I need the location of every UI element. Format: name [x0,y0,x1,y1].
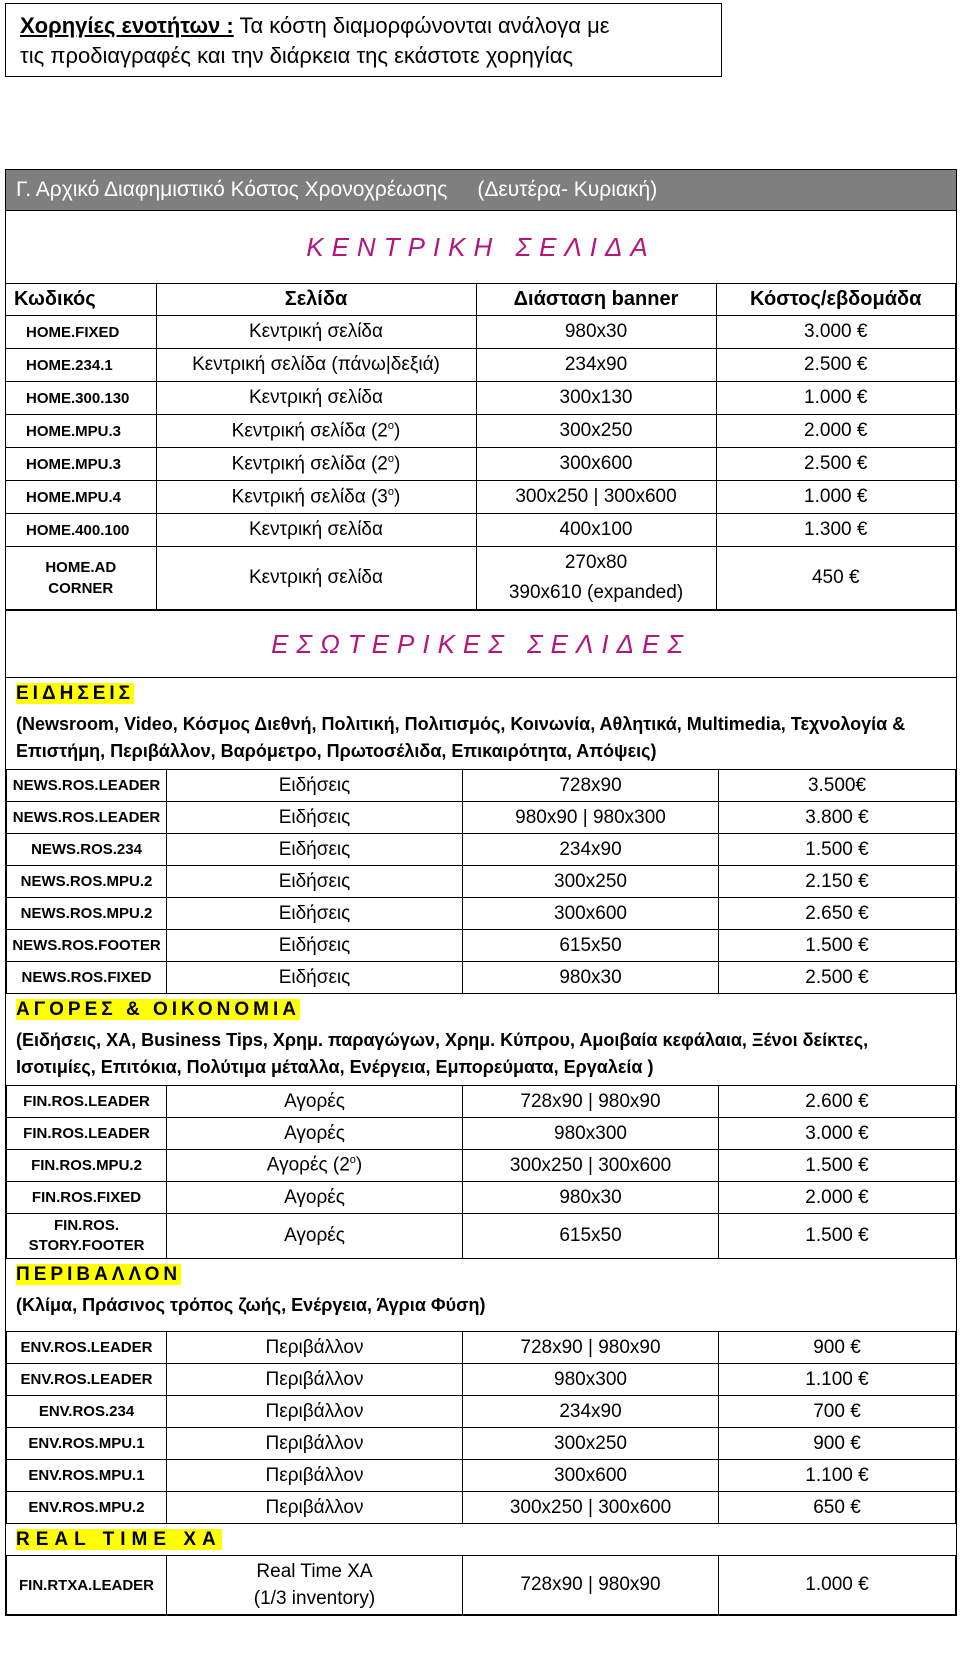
page-cell: Ειδήσεις [167,930,463,962]
code-cell: HOME.234.1 [6,349,156,382]
code-cell: NEWS.ROS.LEADER [7,802,167,834]
page-sup: ο [387,419,394,432]
environment-table [6,1331,956,1524]
size-cell: 980x30 [463,1182,719,1214]
page-cell: Αγορές [167,1086,463,1118]
realtime-table [6,1555,956,1615]
table-row [6,382,956,415]
size-cell: 300x250 [476,415,716,448]
cost-cell: 900 € [719,1428,956,1460]
size-cell: 234x90 [463,834,719,866]
page-text: Κεντρική σελίδα (3 [231,486,388,508]
home-section-title: ΚΕΝΤΡΙΚΗ ΣΕΛΙΔΑ [6,210,956,283]
code-cell: NEWS.ROS.MPU.2 [7,866,167,898]
table-row [7,962,956,994]
table-row [6,349,956,382]
code-cell: ENV.ROS.LEADER [7,1364,167,1396]
finance-description: (Ειδήσεις, ΧΑ, Business Tips, Χρημ. παραγώγων, Χρημ. Κύπρου, Αμοιβαία κεφάλαια, Ξένοι δείκτες, Ισοτιμίες, Επιτόκια, Πολύτιμα μέταλλα, Ενέργεια, Εμπορεύματα, Εργαλεία ) [16,1030,869,1077]
code-cell [6,547,156,610]
size-cell: 728x90 [463,770,719,802]
page-cell: Ειδήσεις [167,834,463,866]
table-row [6,448,956,481]
cost-cell: 900 € [719,1332,956,1364]
size-cell: 728x90 | 980x90 [463,1086,719,1118]
code-cell [7,1214,167,1259]
page-cell: Περιβάλλον [167,1332,463,1364]
code-cell: FIN.RTXA.LEADER [7,1556,167,1615]
table-row [7,866,956,898]
table-row [6,316,956,349]
cost-cell: 2.000 € [716,415,956,448]
page-cell [167,1150,463,1182]
header-bar-left: Γ. Αρχικό Διαφημιστικό Κόστος Χρονοχρέωσης [16,178,448,201]
page-cell [156,481,476,514]
page-cell: Κεντρική σελίδα (πάνω|δεξιά) [156,349,476,382]
table-row [7,802,956,834]
cost-cell: 1.500 € [719,1150,956,1182]
size-cell: 300x600 [463,898,719,930]
cost-cell: 2.650 € [719,898,956,930]
title-heading: Χορηγίες ενοτήτων : [20,13,234,38]
page-cell: Περιβάλλον [167,1396,463,1428]
header-bar-right: (Δευτέρα- Κυριακή) [477,178,658,201]
cost-cell: 3.500€ [719,770,956,802]
size-cell: 400x100 [476,514,716,547]
cost-cell: 2.500 € [716,448,956,481]
table-row [7,1460,956,1492]
page-end: ) [355,1154,363,1176]
finance-label: ΑΓΟΡΕΣ & ΟΙΚΟΝΟΜΙΑ [16,999,300,1020]
environment-label: ΠΕΡΙΒΑΛΛΟΝ [16,1264,182,1285]
code-cell: HOME.MPU.3 [6,448,156,481]
home-table [6,283,956,610]
cost-cell: 650 € [719,1492,956,1524]
cost-cell: 1.000 € [716,481,956,514]
page-cell: Ειδήσεις [167,962,463,994]
size-cell: 980x30 [463,962,719,994]
code-cell: ENV.ROS.LEADER [7,1332,167,1364]
size-cell: 615x50 [463,930,719,962]
page-cell [156,415,476,448]
title-line-1 [20,11,707,41]
table-row [7,1556,956,1615]
size-cell: 980x300 [463,1118,719,1150]
table-row [7,1118,956,1150]
table-row [7,1214,956,1259]
title-text-1: Τα κόστη διαμορφώνονται ανάλογα με [239,13,610,38]
table-row [7,930,956,962]
page-cell [156,448,476,481]
page-cell: Κεντρική σελίδα [156,514,476,547]
table-row [7,1492,956,1524]
page-cell: Αγορές [167,1182,463,1214]
table-row [6,481,956,514]
table-row [6,415,956,448]
code-line-1: HOME.AD [45,559,117,576]
column-header: Κωδικός [6,284,156,316]
size-cell: 300x250 [463,866,719,898]
code-cell: HOME.FIXED [6,316,156,349]
code-cell: HOME.400.100 [6,514,156,547]
size-cell: 980x30 [476,316,716,349]
size-line-2: 390x610 (expanded) [508,582,684,603]
code-cell: ENV.ROS.234 [7,1396,167,1428]
page-end: ) [393,453,401,475]
cost-cell: 3.800 € [719,802,956,834]
code-cell: FIN.ROS.LEADER [7,1118,167,1150]
page-text: Κεντρική σελίδα (2 [231,453,388,475]
table-row [6,547,956,610]
code-cell: HOME.MPU.4 [6,481,156,514]
cost-cell: 450 € [716,547,956,610]
cost-cell: 2.000 € [719,1182,956,1214]
cost-cell: 1.000 € [719,1556,956,1615]
cost-cell: 1.000 € [716,382,956,415]
size-cell: 300x250 | 300x600 [463,1492,719,1524]
page-cell: Ειδήσεις [167,898,463,930]
page-text: Κεντρική σελίδα (2 [231,420,388,442]
size-cell: 300x250 | 300x600 [476,481,716,514]
page-line-2: (1/3 inventory) [253,1588,376,1609]
cost-cell: 1.500 € [719,834,956,866]
code-line-2: STORY.FOOTER [28,1237,145,1254]
cost-cell: 1.500 € [719,1214,956,1259]
code-line-2: CORNER [48,580,114,597]
cost-cell: 1.100 € [719,1460,956,1492]
code-cell: NEWS.ROS.MPU.2 [7,898,167,930]
table-row [7,1396,956,1428]
page-line-1: Real Time XA [256,1561,373,1582]
column-header: Σελίδα [156,284,476,316]
code-cell: ENV.ROS.MPU.2 [7,1492,167,1524]
cost-cell: 1.500 € [719,930,956,962]
page-cell: Περιβάλλον [167,1492,463,1524]
column-header: Κόστος/εβδομάδα [716,284,956,316]
environment-description: (Κλίμα, Πράσινος τρόπος ζωής, Ενέργεια, Άγρια Φύση) [16,1295,486,1315]
realtime-category [6,1524,956,1555]
size-cell: 300x600 [476,448,716,481]
news-label: ΕΙΔΗΣΕΙΣ [16,683,135,704]
title-box [5,3,722,77]
code-cell: FIN.ROS.MPU.2 [7,1150,167,1182]
page-sup: ο [387,485,394,498]
table-row [7,1182,956,1214]
page-cell: Αγορές [167,1118,463,1150]
title-text-2: τις προδιαγραφές και την διάρκεια της εκάστοτε χορηγίας [20,43,574,68]
code-cell: ENV.ROS.MPU.1 [7,1428,167,1460]
code-cell: NEWS.ROS.FOOTER [7,930,167,962]
realtime-label: REAL TIME XA [16,1529,222,1550]
cost-cell: 2.600 € [719,1086,956,1118]
page-cell: Αγορές [167,1214,463,1259]
page-cell: Ειδήσεις [167,770,463,802]
code-cell: FIN.ROS.FIXED [7,1182,167,1214]
code-cell: NEWS.ROS.234 [7,834,167,866]
table-row [6,514,956,547]
cost-cell: 2.150 € [719,866,956,898]
news-description: (Newsroom, Video, Κόσμος Διεθνή, Πολιτική, Πολιτισμός, Κοινωνία, Αθλητικά, Multimedia, Τεχνολογία & Επιστήμη, Περιβάλλον, Βαρόμετρο, Πρωτοσέλιδα, Επικαιρότητα, Απόψεις) [16,714,906,761]
code-cell: FIN.ROS.LEADER [7,1086,167,1118]
column-header: Διάσταση banner [476,284,716,316]
page-cell [167,1556,463,1615]
page-cell: Κεντρική σελίδα [156,382,476,415]
size-cell: 728x90 | 980x90 [463,1556,719,1615]
finance-category [6,994,956,1025]
page-cell: Κεντρική σελίδα [156,316,476,349]
size-cell: 980x300 [463,1364,719,1396]
size-cell: 615x50 [463,1214,719,1259]
size-cell: 234x90 [463,1396,719,1428]
size-cell: 300x250 | 300x600 [463,1150,719,1182]
cost-cell: 2.500 € [716,349,956,382]
code-cell: HOME.300.130 [6,382,156,415]
code-cell: ENV.ROS.MPU.1 [7,1460,167,1492]
page-end: ) [393,420,401,442]
size-cell: 300x130 [476,382,716,415]
cost-cell: 1.100 € [719,1364,956,1396]
table-row [7,1364,956,1396]
finance-table [6,1085,956,1259]
size-cell: 300x250 [463,1428,719,1460]
code-cell: HOME.MPU.3 [6,415,156,448]
page-sup: ο [387,452,394,465]
code-cell: NEWS.ROS.LEADER [7,770,167,802]
pricing-sheet [5,169,957,1616]
page-cell: Περιβάλλον [167,1460,463,1492]
page-cell: Ειδήσεις [167,866,463,898]
size-cell: 300x600 [463,1460,719,1492]
cost-cell: 700 € [719,1396,956,1428]
page-cell: Ειδήσεις [167,802,463,834]
size-cell: 980x90 | 980x300 [463,802,719,834]
table-row [7,898,956,930]
size-cell: 234x90 [476,349,716,382]
cost-cell: 1.300 € [716,514,956,547]
page-cell: Περιβάλλον [167,1364,463,1396]
page-text: Αγορές (2 [266,1154,350,1176]
page-end: ) [393,486,401,508]
table-row [7,834,956,866]
page-sup: ο [349,1154,356,1167]
news-category [6,677,956,709]
home-table-header [6,284,956,316]
size-cell [476,547,716,610]
table-row [7,1086,956,1118]
code-line-1: FIN.ROS. [53,1217,119,1234]
page-cell: Κεντρική σελίδα [156,547,476,610]
table-row [7,1150,956,1182]
size-cell: 728x90 | 980x90 [463,1332,719,1364]
cost-cell: 2.500 € [719,962,956,994]
environment-category [6,1259,956,1290]
table-row [7,1332,956,1364]
code-cell: NEWS.ROS.FIXED [7,962,167,994]
header-bar [6,169,956,210]
table-row [7,1428,956,1460]
page-cell: Περιβάλλον [167,1428,463,1460]
cost-cell: 3.000 € [719,1118,956,1150]
cost-cell: 3.000 € [716,316,956,349]
inner-section-title: ΕΣΩΤΕΡΙΚΕΣ ΣΕΛΙΔΕΣ [6,610,956,677]
table-row [7,770,956,802]
news-table [6,769,956,994]
size-line-1: 270x80 [564,552,628,573]
